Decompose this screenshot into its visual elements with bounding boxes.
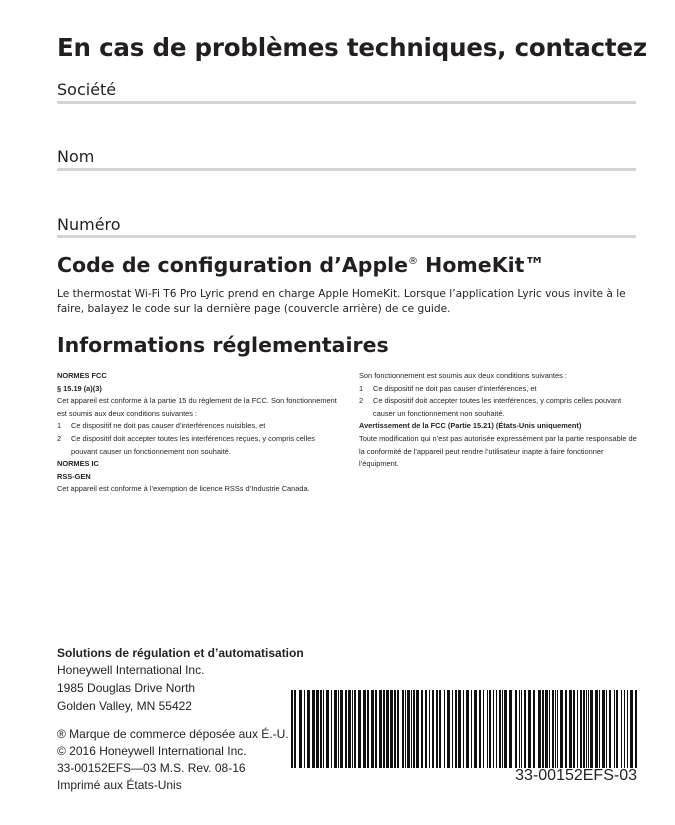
fcc-warning-text: Toute modification qui n’est pas autorisée expressément par la partie responsable de la conformité de l’appareil peut rendre l’utilisateur inapte à faire fonctionner l’équipment. [359,433,637,469]
number-field-line[interactable] [57,235,636,238]
printed-in: Imprimé aux États-Unis [57,778,182,792]
company-city: Golden Valley, MN 55422 [57,699,192,713]
conditions-intro: Son fonctionnement est soumis aux deux conditions suivantes : [359,371,567,380]
fcc-text: Cet appareil est conforme à la partie 15 du règlement de la FCC. Son fonctionnement est soumis aux deux conditions suivantes : [57,396,337,418]
barcode-number: 33-00152EFS-03 [515,767,637,784]
name-field-label: Nom [57,147,95,166]
fcc-warning-heading: Avertissement de la FCC (Partie 15.21) (États-Unis uniquement) [359,421,582,431]
homekit-text: Le thermostat Wi-Fi T6 Pro Lyric prend en charge Apple HomeKit. Lorsque l’application Lyric vous invite à le faire, balayez le code sur la dernière page (couvercle arrière) de ce guide. [57,288,626,315]
list-item: 1 Ce dispositif ne doit pas causer d’interférences nuisibles, et [57,421,266,431]
company-address [57,645,304,715]
legal-info [57,726,289,794]
list-item: 2 Ce dispositif doit accepter toutes les interférences reçues, y compris celles pouvant causer un fonctionnement non souhaité. [57,433,315,456]
rss-heading: RSS-GEN [57,471,91,481]
company-division: Solutions de régulation et d’automatisation [57,646,304,660]
fcc-section: § 15.19 (a)(3) [57,383,102,393]
list-item: 1 Ce dispositif ne doit pas causer d’interférences, et [359,383,537,393]
fcc-heading: NORMES FCC [57,371,107,380]
list-item: 2 Ce dispositif doit accepter toutes les interférences, y compris celles pouvant causer un fonctionnement non souhaité. [359,396,622,418]
regulatory-title: Informations réglementaires [57,333,389,357]
company-field-label: Société [57,80,117,99]
company-field-line[interactable] [57,101,636,104]
contact-title: En cas de problèmes techniques, contactez [57,33,647,62]
company-name: Honeywell International Inc. [57,663,205,677]
ic-heading: NORMES IC [57,459,99,469]
copyright-note: © 2016 Honeywell International Inc. [57,744,247,758]
trademark-note: ® Marque de commerce déposée aux É.-U. [57,727,289,741]
number-field-label: Numéro [57,215,121,234]
name-field-line[interactable] [57,168,636,171]
part-number: 33-00152EFS—03 M.S. Rev. 08-16 [57,761,246,775]
regulatory-right-column [359,370,639,471]
registered-mark: ® [408,256,419,267]
ic-text: Cet appareil est conforme à l’exemption de licence RSSs d’Industrie Canada. [57,484,310,494]
company-street: 1985 Douglas Drive North [57,681,196,695]
homekit-title: Code de configuration d’Apple® HomeKit™ [57,253,545,277]
regulatory-left-column [57,370,342,496]
barcode-icon [291,690,637,768]
